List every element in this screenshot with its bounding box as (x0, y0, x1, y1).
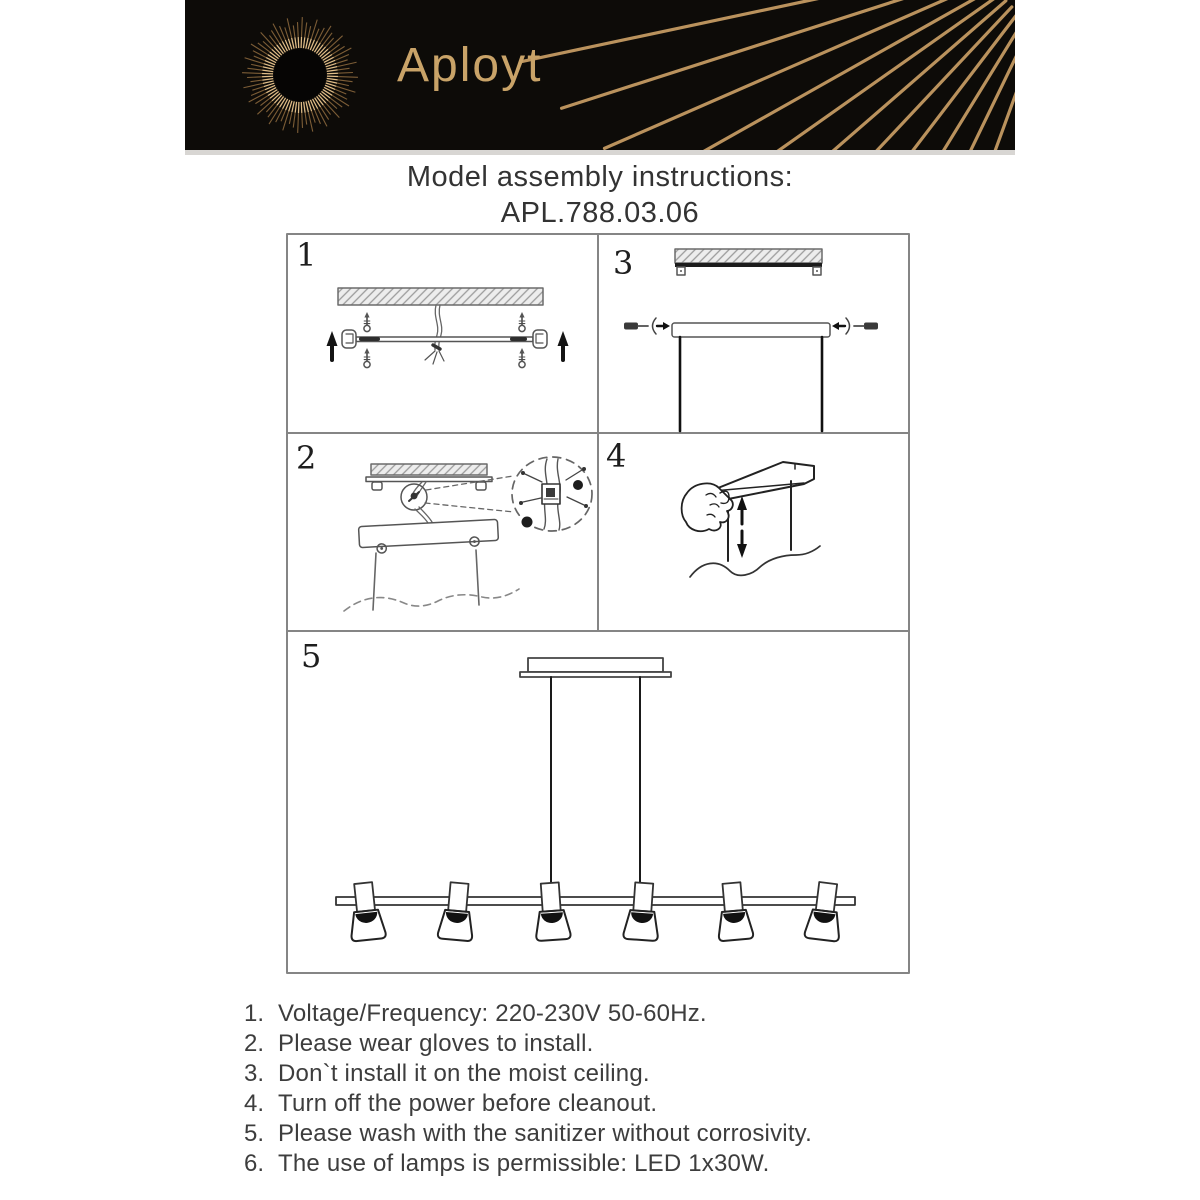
item-text: Please wear gloves to install. (278, 1030, 594, 1057)
spotlights (346, 881, 845, 942)
item-number: 4. (244, 1090, 265, 1117)
step2-diagram (344, 457, 592, 611)
banner-decor (185, 0, 1015, 150)
step3-diagram (624, 249, 878, 431)
instruction-item (244, 1149, 964, 1179)
diagram-grid (286, 233, 910, 974)
step-4-label: 4 (606, 437, 627, 475)
instruction-item (244, 1059, 964, 1089)
sunburst-core (274, 49, 326, 101)
corner-rays-decor (522, 0, 1015, 150)
model-number: APL.788.03.06 (500, 197, 700, 229)
instruction-item (244, 1119, 964, 1149)
step-1-label: 1 (296, 236, 317, 274)
item-number: 5. (244, 1120, 265, 1147)
banner-shadow (185, 150, 1015, 155)
item-number: 1. (244, 1000, 265, 1027)
item-text: Voltage/Frequency: 220-230V 50-60Hz. (278, 1000, 707, 1027)
step-3-label: 3 (613, 244, 634, 282)
diagram-artwork (286, 233, 910, 974)
step-5-label: 5 (301, 637, 322, 675)
instruction-item (244, 1089, 964, 1119)
brand-banner (185, 0, 1015, 150)
step5-diagram (336, 658, 855, 942)
item-number: 3. (244, 1060, 265, 1087)
instructions-list (244, 999, 964, 1179)
page-title: Model assembly instructions: (406, 161, 794, 193)
item-text: The use of lamps is permissible: LED 1x30W. (278, 1150, 770, 1177)
grid-borders (287, 234, 909, 973)
step4-diagram (682, 462, 820, 577)
step-2-label: 2 (296, 439, 317, 477)
instruction-item (244, 999, 964, 1029)
item-text: Don`t install it on the moist ceiling. (278, 1060, 650, 1087)
item-text: Turn off the power before cleanout. (278, 1090, 658, 1117)
brand-wordmark: Aployt (397, 39, 543, 92)
item-text: Please wash with the sanitizer without corrosivity. (278, 1120, 812, 1147)
step1-diagram (327, 288, 569, 368)
item-number: 2. (244, 1030, 265, 1057)
item-number: 6. (244, 1150, 265, 1177)
instruction-item (244, 1029, 964, 1059)
